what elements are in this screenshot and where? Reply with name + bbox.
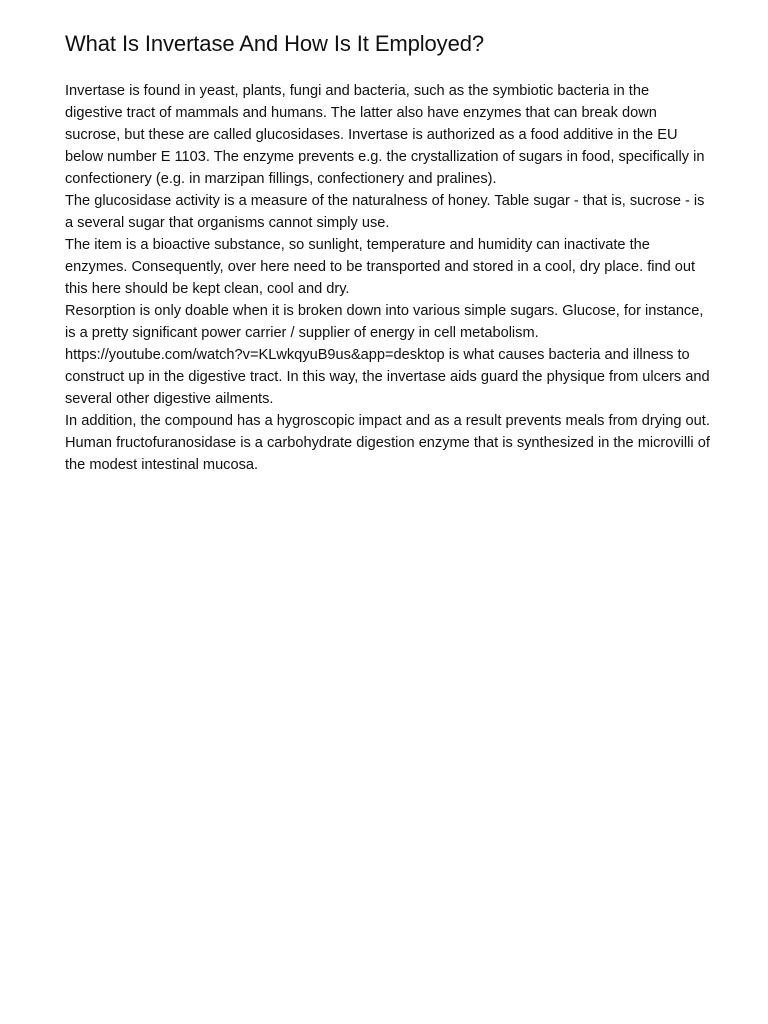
paragraph-5: In addition, the compound has a hygroscopic impact and as a result prevents meals from drying out. Human fructofuranosidase is a carbohydrate digestion enzyme that is synthesized in the microvilli of the modest intestinal mucosa. [65,413,710,473]
paragraph-2: The glucosidase activity is a measure of the naturalness of honey. Table sugar - that is, sucrose - is a several sugar that organisms cannot simply use. [65,193,705,231]
document-page [65,30,710,476]
paragraph-3: The item is a bioactive substance, so sunlight, temperature and humidity can inactivate the enzymes. Consequently, over here need to be transported and stored in a cool, dry place. find out this here should be kept clean, cool and dry. [65,237,696,297]
page-title: What Is Invertase And How Is It Employed? [65,31,484,56]
article-body [65,80,710,476]
paragraph-1: Invertase is found in yeast, plants, fungi and bacteria, such as the symbiotic bacteria in the digestive tract of mammals and humans. The latter also have enzymes that can break down sucrose, but these are called glucosidases. Invertase is authorized as a food additive in the EU below number E 1103. The enzyme prevents e.g. the crystallization of sugars in food, specifically in confectionery (e.g. in marzipan fillings, confectionery and pralines). [65,83,705,187]
paragraph-4: Resorption is only doable when it is broken down into various simple sugars. Glucose, for instance, is a pretty significant power carrier / supplier of energy in cell metabolism. https://youtube.com/watch?v=KLwkqyuB9us&app=desktop is what causes bacteria and illness to construct up in the digestive tract. In this way, the invertase aids guard the physique from ulcers and several other digestive ailments. [65,303,710,407]
